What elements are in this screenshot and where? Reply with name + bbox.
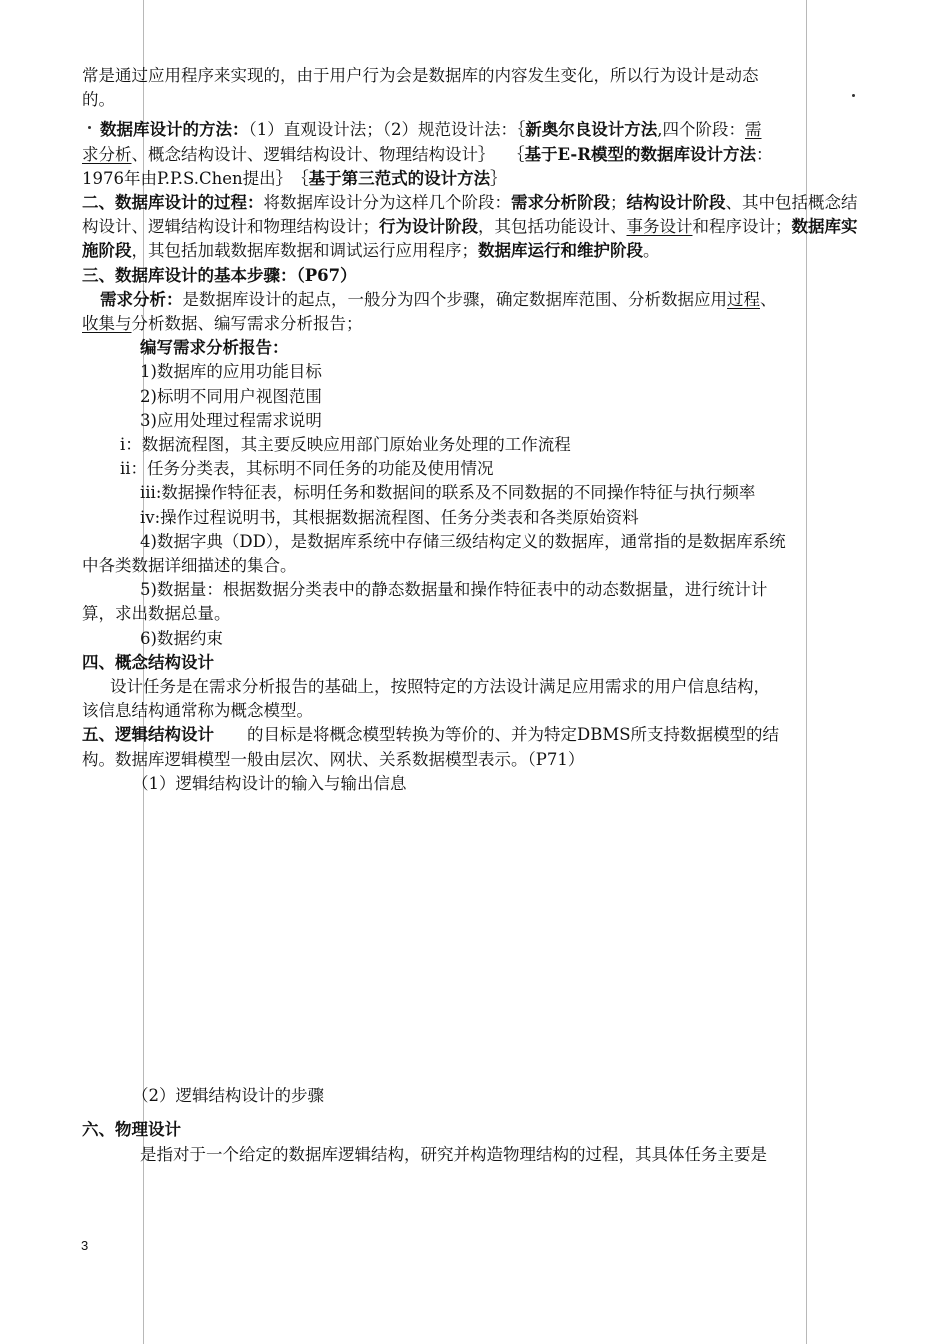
list-item: 5)数据量：根据数据分类表中的静态数据量和操作特征表中的动态数据量，进行统计计 算，求出数据总量。 [82, 580, 768, 624]
report-heading: 编写需求分析报告： [140, 338, 289, 358]
list-item: 2)标明不同用户视图范围 [140, 386, 322, 406]
section-4-heading: 四、概念结构设计 [82, 652, 214, 672]
figure-placeholder [82, 796, 872, 1084]
subsection-heading: （1）逻辑结构设计的输入与输出信息 [132, 773, 407, 793]
section-5-paragraph: 五、逻辑结构设计 的目标是将概念模型转换为等价的、并为特定DBMS所支持数据模型的结 构。数据库逻辑模型一般由层次、网状、关系数据模型表示。（P71） [82, 725, 780, 769]
section-2-paragraph: 二、数据库设计的过程：将数据库设计分为这样几个阶段：需求分析阶段；结构设计阶段、其中包括概念结构设计、逻辑结构设计和物理结构设计；行为设计阶段，其包括功能设计、事务设计和程序设计；数据库实施阶段，其包括加载数据库数据和调试运行应用程序；数据库运行和维护阶段。 [82, 193, 858, 261]
page-number: 3 [81, 1238, 89, 1253]
section-4-paragraph: 设计任务是在需求分析报告的基础上，按照特定的方法设计满足应用需求的用户信息结构， 该信息结构通常称为概念模型。 [82, 677, 770, 721]
sub-list-item: ii：任务分类表，其标明不同任务的功能及使用情况 [120, 459, 494, 479]
subsection-heading: （2）逻辑结构设计的步骤 [132, 1086, 324, 1106]
list-item: 6)数据约束 [140, 628, 223, 648]
list-item: 1)数据库的应用功能目标 [140, 362, 322, 382]
design-methods-paragraph: 数据库设计的方法：（1）直观设计法；（2）规范设计法：｛新奥尔良设计方法,四个阶段：需 求分析、概念结构设计、逻辑结构设计、物理结构设计｝ ｛基于E-R模型的数据库设计方法： 1976年由P.P.S.Chen提出｝ ｛基于第三范式的设计方法｝ [82, 120, 773, 188]
sub-list-item: iii:数据操作特征表，标明任务和数据间的联系及不同数据的不同操作特征与执行频率 [140, 483, 756, 503]
sub-list-item: i：数据流程图，其主要反映应用部门原始业务处理的工作流程 [120, 435, 571, 455]
list-item: 4)数据字典（DD），是数据库系统中存储三级结构定义的数据库，通常指的是数据库系统 中各类数据详细描述的集合。 [82, 531, 786, 576]
list-item: 3)应用处理过程需求说明 [140, 410, 322, 430]
section-3-heading: 三、数据库设计的基本步骤：（P67） [82, 265, 357, 285]
section-6-heading: 六、物理设计 [82, 1120, 181, 1140]
requirements-paragraph: 需求分析：是数据库设计的起点，一般分为四个步骤，确定数据库范围、分析数据应用过程、 收集与分析数据、编写需求分析报告； [82, 289, 777, 334]
sub-list-item: iv:操作过程说明书，其根据数据流程图、任务分类表和各类原始资料 [140, 507, 639, 527]
text-line: 常是通过应用程序来实现的，由于用户行为会是数据库的内容发生变化，所以行为设计是动态 [82, 66, 759, 85]
text-line: 的。 [82, 90, 115, 110]
section-6-paragraph: 是指对于一个给定的数据库逻辑结构，研究并构造物理结构的过程，其具体任务主要是 [140, 1144, 767, 1164]
document-body [82, 64, 872, 1167]
